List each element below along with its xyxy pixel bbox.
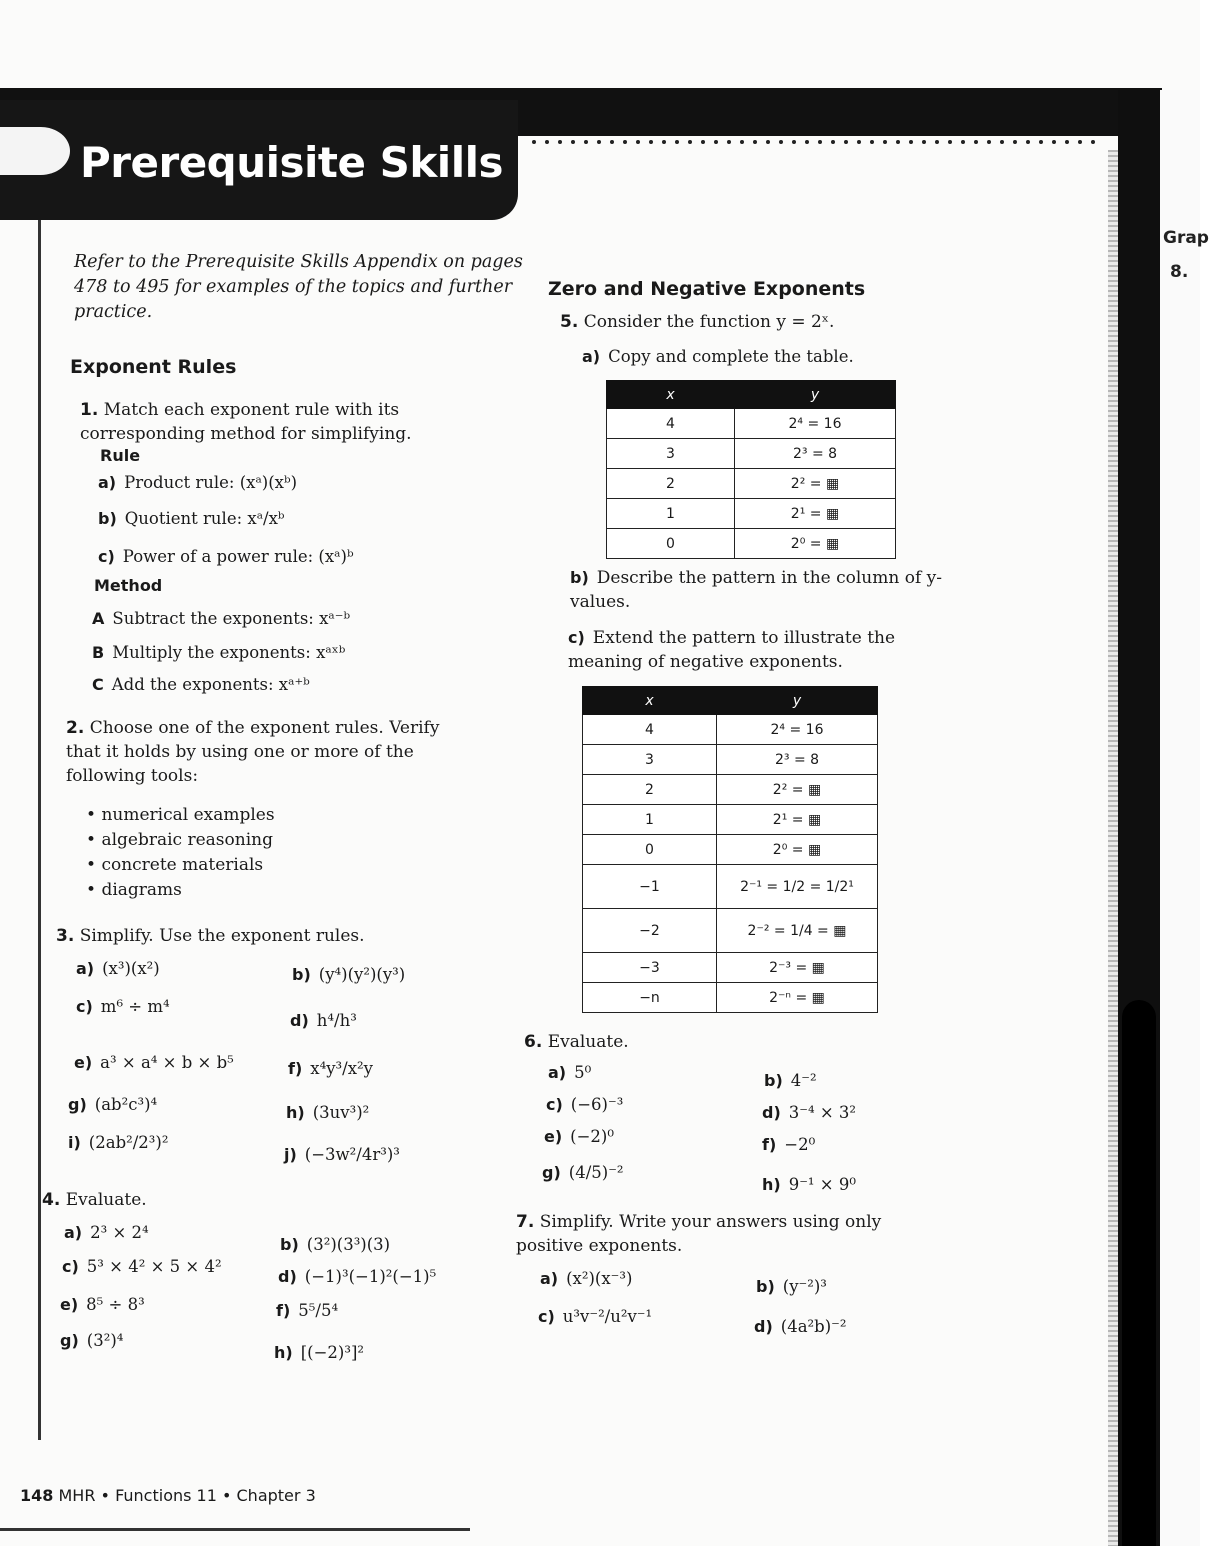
- table-cell: 2: [583, 775, 717, 805]
- question-7: [516, 1210, 936, 1258]
- item-label: c): [98, 547, 115, 566]
- page-number: 148: [20, 1486, 54, 1505]
- list-item: • diagrams: [86, 878, 275, 903]
- item-text: x⁴y³/x²y: [310, 1059, 373, 1078]
- question-2: [66, 716, 476, 788]
- table-row: [583, 715, 878, 745]
- part-b: [570, 566, 970, 614]
- item-label: f): [288, 1059, 303, 1078]
- item-text: (−1)³(−1)²(−1)⁵: [304, 1267, 437, 1286]
- item-label: d): [290, 1011, 309, 1030]
- item-label: a): [64, 1223, 83, 1242]
- item-text: Add the exponents: xᵃ⁺ᵇ: [111, 675, 310, 694]
- table-row: [583, 835, 878, 865]
- next-page-number: 8.: [1170, 262, 1189, 282]
- question-text: Evaluate.: [547, 1032, 629, 1052]
- item-label: g): [68, 1095, 87, 1114]
- item-label: b): [756, 1277, 775, 1296]
- table-cell: 2² = ▦: [735, 469, 896, 499]
- exercise-item: [754, 1316, 846, 1338]
- table-cell: 2⁻¹ = 1/2 = 1/2¹: [717, 865, 878, 909]
- table-row: [583, 953, 878, 983]
- table-cell: 2⁰ = ▦: [735, 529, 896, 559]
- table-cell: 2³ = 8: [717, 745, 878, 775]
- exercise-item: [68, 1132, 168, 1154]
- table-cell: −2: [583, 909, 717, 953]
- item-text: Multiply the exponents: xᵃˣᵇ: [112, 643, 346, 662]
- margin-line: [38, 220, 41, 1440]
- table-cell: −3: [583, 953, 717, 983]
- item-text: (ab²c³)⁴: [94, 1095, 158, 1114]
- item-label: h): [286, 1103, 305, 1122]
- item-text: h⁴/h³: [316, 1011, 357, 1030]
- footer-text: MHR • Functions 11 • Chapter 3: [58, 1486, 316, 1505]
- question-text: Match each exponent rule with its corresponding method for simplifying.: [80, 400, 412, 444]
- item-text: Quotient rule: xᵃ/xᵇ: [124, 509, 285, 528]
- table-cell: 2⁰ = ▦: [717, 835, 878, 865]
- table-header: y: [717, 687, 878, 715]
- item-label: b): [280, 1235, 299, 1254]
- exercise-item: [764, 1070, 817, 1092]
- item-text: (x²)(x⁻³): [566, 1269, 633, 1288]
- table-row: [607, 439, 896, 469]
- question-text: Simplify. Write your answers using only positive exponents.: [516, 1212, 882, 1256]
- table-cell: 1: [583, 805, 717, 835]
- rule-item: [98, 546, 354, 568]
- item-label: d): [762, 1103, 781, 1122]
- item-text: Extend the pattern to illustrate the meaning of negative exponents.: [568, 628, 896, 672]
- table-header: x: [607, 381, 735, 409]
- question-6: [524, 1030, 724, 1054]
- item-label: A: [92, 609, 105, 628]
- exercise-item: [544, 1126, 614, 1148]
- item-label: a): [98, 473, 117, 492]
- question-5: [560, 310, 980, 334]
- binding-edge: [1122, 1000, 1156, 1546]
- item-text: m⁶ ÷ m⁴: [100, 997, 170, 1016]
- exercise-item: [762, 1174, 856, 1196]
- part-c: [568, 626, 958, 674]
- item-text: (3²)⁴: [86, 1331, 124, 1350]
- item-label: a): [540, 1269, 559, 1288]
- question-text: Simplify. Use the exponent rules.: [79, 926, 365, 946]
- table-row: [607, 409, 896, 439]
- question-number: 1.: [80, 400, 99, 420]
- list-item: • numerical examples: [86, 803, 275, 828]
- table-row: [607, 469, 896, 499]
- item-label: C: [92, 675, 104, 694]
- table-cell: 2⁴ = 16: [717, 715, 878, 745]
- binder-hole: [0, 127, 70, 175]
- item-label: g): [542, 1163, 561, 1182]
- exercise-item: [276, 1300, 338, 1322]
- item-text: −2⁰: [784, 1135, 816, 1154]
- question-text: Consider the function y = 2ˣ.: [583, 312, 835, 332]
- exercise-item: [548, 1062, 591, 1084]
- table-negative-exponents: [582, 686, 878, 1013]
- item-text: (3uv³)²: [312, 1103, 370, 1122]
- part-a: [582, 346, 854, 368]
- item-label: b): [292, 965, 311, 984]
- item-label: a): [548, 1063, 567, 1082]
- table-cell: 3: [583, 745, 717, 775]
- question-number: 6.: [524, 1032, 543, 1052]
- exercise-item: [74, 1052, 234, 1074]
- item-label: b): [98, 509, 117, 528]
- item-label: f): [276, 1301, 291, 1320]
- item-text: (3²)(3³)(3): [306, 1235, 391, 1254]
- item-text: (4a²b)⁻²: [780, 1317, 847, 1336]
- page-title: Prerequisite Skills: [80, 138, 503, 187]
- item-text: 9⁻¹ × 9⁰: [788, 1175, 856, 1194]
- item-text: (x³)(x²): [102, 959, 160, 978]
- item-text: u³v⁻²/u²v⁻¹: [562, 1307, 653, 1326]
- list-item: • concrete materials: [86, 853, 275, 878]
- exercise-item: [76, 958, 160, 980]
- item-text: 8⁵ ÷ 8³: [86, 1295, 145, 1314]
- method-item: [92, 642, 345, 664]
- exercise-item: [60, 1294, 145, 1316]
- exercise-item: [288, 1058, 373, 1080]
- rule-heading: Rule: [100, 446, 141, 465]
- table-cell: 0: [583, 835, 717, 865]
- table-cell: 2⁻³ = ▦: [717, 953, 878, 983]
- exercise-item: [542, 1162, 624, 1184]
- section-heading-exponent-rules: Exponent Rules: [70, 356, 237, 378]
- table-header: y: [735, 381, 896, 409]
- table-cell: 2⁻² = 1/4 = ▦: [717, 909, 878, 953]
- item-label: e): [544, 1127, 563, 1146]
- section-heading-zero-negative: Zero and Negative Exponents: [548, 278, 866, 300]
- next-page-label: Grap: [1163, 228, 1209, 248]
- item-text: Product rule: (xᵃ)(xᵇ): [124, 473, 298, 492]
- item-text: 3⁻⁴ × 3²: [788, 1103, 857, 1122]
- exercise-item: [68, 1094, 157, 1116]
- next-page-edge: [1160, 90, 1200, 1546]
- exercise-item: [280, 1234, 390, 1256]
- item-text: 2³ × 2⁴: [90, 1223, 149, 1242]
- exercise-item: [756, 1276, 827, 1298]
- table-row: [607, 529, 896, 559]
- dotted-rule: [532, 140, 1112, 148]
- item-text: (−2)⁰: [570, 1127, 614, 1146]
- item-text: (y⁻²)³: [782, 1277, 827, 1296]
- item-label: c): [76, 997, 93, 1016]
- item-text: (2ab²/2³)²: [88, 1133, 169, 1152]
- table-cell: 2: [607, 469, 735, 499]
- question-number: 7.: [516, 1212, 535, 1232]
- intro-text: Refer to the Prerequisite Skills Appendix on pages 478 to 495 for examples of the topics and further practice.: [74, 252, 523, 322]
- exercise-item: [76, 996, 170, 1018]
- item-text: 5⁵/5⁴: [298, 1301, 339, 1320]
- exercise-item: [60, 1330, 123, 1352]
- item-text: Subtract the exponents: xᵃ⁻ᵇ: [112, 609, 351, 628]
- item-label: i): [68, 1133, 81, 1152]
- exercise-item: [546, 1094, 623, 1116]
- exercise-item: [286, 1102, 369, 1124]
- exercise-item: [762, 1102, 856, 1124]
- table-row: [583, 983, 878, 1013]
- list-item: • algebraic reasoning: [86, 828, 275, 853]
- item-label: h): [274, 1343, 293, 1362]
- table-cell: 2⁻ⁿ = ▦: [717, 983, 878, 1013]
- exercise-item: [274, 1342, 364, 1364]
- item-text: 5³ × 4² × 5 × 4²: [86, 1257, 222, 1276]
- table-cell: 2¹ = ▦: [717, 805, 878, 835]
- table-cell: 3: [607, 439, 735, 469]
- item-label: c): [568, 628, 585, 647]
- exercise-item: [284, 1144, 400, 1166]
- item-label: e): [60, 1295, 79, 1314]
- item-label: B: [92, 643, 105, 662]
- table-cell: 4: [607, 409, 735, 439]
- exercise-item: [62, 1256, 222, 1278]
- exercise-item: [540, 1268, 632, 1290]
- question-number: 4.: [42, 1190, 61, 1210]
- table-cell: 2⁴ = 16: [735, 409, 896, 439]
- table-row: [583, 865, 878, 909]
- item-text: Copy and complete the table.: [608, 347, 854, 366]
- question-number: 3.: [56, 926, 75, 946]
- item-label: g): [60, 1331, 79, 1350]
- item-text: 5⁰: [574, 1063, 592, 1082]
- item-label: a): [76, 959, 95, 978]
- method-item: [92, 608, 350, 630]
- item-text: Power of a power rule: (xᵃ)ᵇ: [122, 547, 354, 566]
- item-label: b): [764, 1071, 783, 1090]
- item-label: e): [74, 1053, 93, 1072]
- question-number: 2.: [66, 718, 85, 738]
- table-cell: 0: [607, 529, 735, 559]
- method-heading: Method: [94, 576, 163, 595]
- item-label: b): [570, 568, 589, 587]
- bottom-rule: [0, 1528, 470, 1531]
- page-footer: [20, 1486, 316, 1505]
- exercise-item: [290, 1010, 357, 1032]
- item-label: c): [538, 1307, 555, 1326]
- rule-item: [98, 508, 285, 530]
- table-cell: 1: [607, 499, 735, 529]
- item-text: Describe the pattern in the column of y-values.: [570, 568, 943, 612]
- table-cell: 2³ = 8: [735, 439, 896, 469]
- item-label: d): [278, 1267, 297, 1286]
- table-row: [583, 775, 878, 805]
- table-cell: −1: [583, 865, 717, 909]
- exercise-item: [278, 1266, 436, 1288]
- table-cell: 2¹ = ▦: [735, 499, 896, 529]
- table-row: [583, 745, 878, 775]
- item-text: 4⁻²: [790, 1071, 817, 1090]
- question-text: Evaluate.: [65, 1190, 147, 1210]
- table-cell: −n: [583, 983, 717, 1013]
- table-header: x: [583, 687, 717, 715]
- item-text: (4/5)⁻²: [568, 1163, 624, 1182]
- item-text: a³ × a⁴ × b × b⁵: [100, 1053, 234, 1072]
- method-item: [92, 674, 310, 696]
- item-label: c): [62, 1257, 79, 1276]
- question-1: [80, 398, 510, 446]
- exercise-item: [762, 1134, 815, 1156]
- question-text: Choose one of the exponent rules. Verify that it holds by using one or more of the following tools:: [66, 718, 440, 786]
- item-label: f): [762, 1135, 777, 1154]
- table-powers-of-two: [606, 380, 896, 559]
- rule-item: [98, 472, 297, 494]
- table-cell: 4: [583, 715, 717, 745]
- exercise-item: [292, 964, 405, 986]
- item-label: h): [762, 1175, 781, 1194]
- item-text: (−6)⁻³: [570, 1095, 624, 1114]
- exercise-item: [64, 1222, 149, 1244]
- item-text: (y⁴)(y²)(y³): [318, 965, 406, 984]
- exercise-item: [538, 1306, 652, 1328]
- item-label: d): [754, 1317, 773, 1336]
- item-label: j): [284, 1145, 297, 1164]
- item-label: c): [546, 1095, 563, 1114]
- item-text: (−3w²/4r³)³: [304, 1145, 400, 1164]
- item-text: [(−2)³]²: [300, 1343, 365, 1362]
- item-label: a): [582, 347, 601, 366]
- table-row: [583, 805, 878, 835]
- tools-list: [86, 803, 275, 903]
- table-row: [607, 499, 896, 529]
- question-3: [56, 924, 496, 948]
- table-cell: 2² = ▦: [717, 775, 878, 805]
- question-number: 5.: [560, 312, 579, 332]
- table-row: [583, 909, 878, 953]
- question-4: [42, 1188, 242, 1212]
